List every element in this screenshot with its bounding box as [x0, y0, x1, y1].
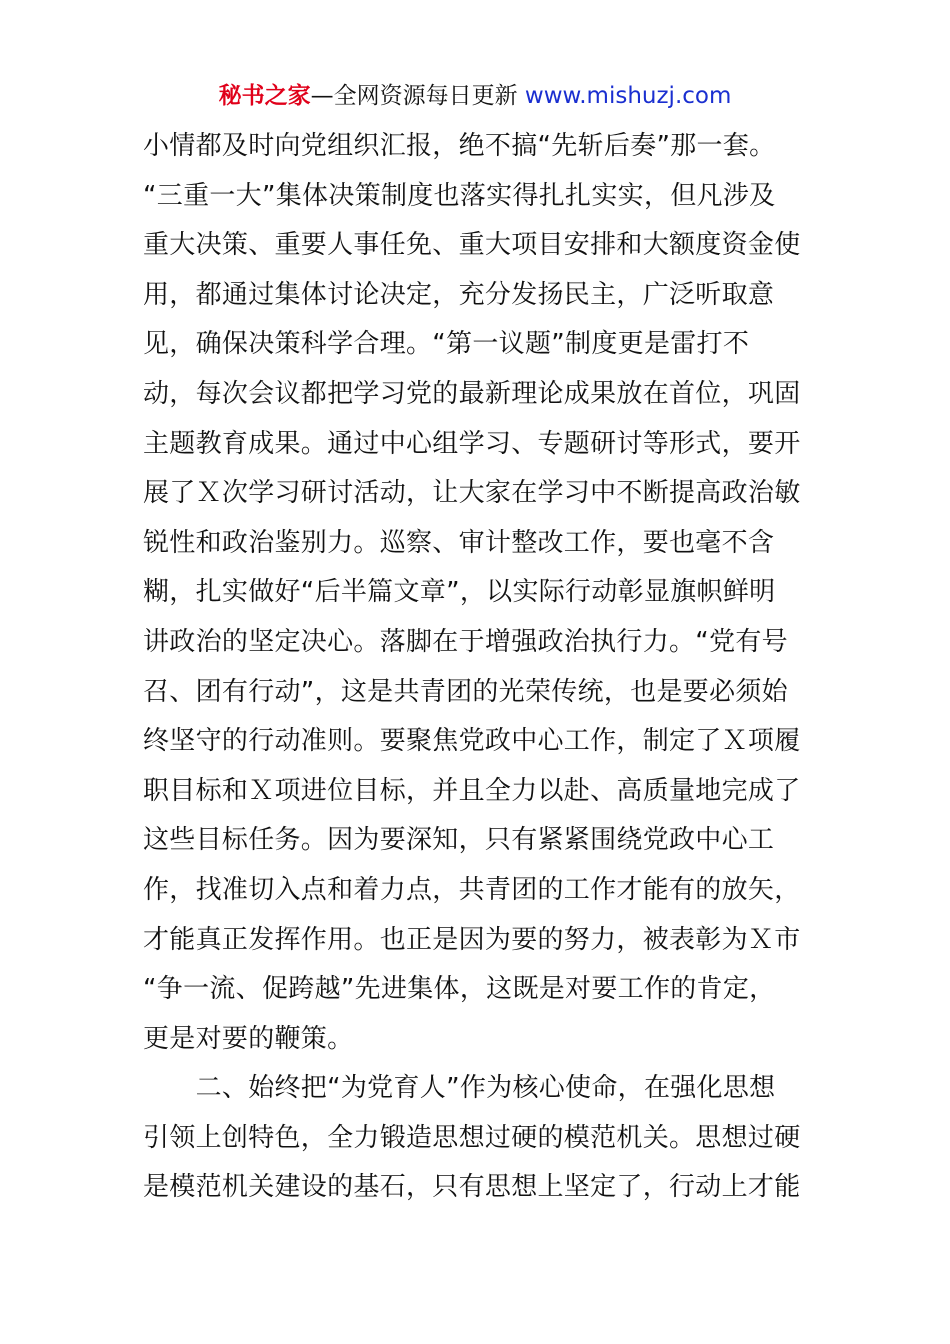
text-line: 用，都通过集体讨论决定，充分发扬民主，广泛听取意 — [143, 279, 775, 310]
section-heading-line: 二、始终把“为党育人”作为核心使命，在强化思想 — [143, 1073, 776, 1104]
text-line: “争一流、促跨越”先进集体，这既是对要工作的肯定， — [143, 974, 776, 1005]
text-line: 讲政治的坚定决心。落脚在于增强政治执行力。“党有号 — [143, 626, 788, 657]
header-tagline: —全网资源每日更新 — [310, 83, 525, 109]
text-line: 重大决策、重要人事任免、重大项目安排和大额度资金使 — [143, 230, 801, 261]
text-line: 见，确保决策科学合理。“第一议题”制度更是雷打不 — [143, 329, 750, 360]
text-line: 作，找准切入点和着力点，共青团的工作才能有的放矢， — [143, 874, 801, 905]
text-line: 小情都及时向党组织汇报，绝不搞“先斩后奏”那一套。 — [143, 131, 776, 161]
text-line: 动，每次会议都把学习党的最新理论成果放在首位，巩固 — [143, 378, 801, 409]
watermark-header — [0, 80, 950, 112]
brand-name: 秘书之家 — [218, 83, 311, 109]
site-url-link[interactable]: www.mishuzj.com — [524, 83, 732, 109]
text-line: 才能真正发挥作用。也正是因为要的努力，被表彰为Ｘ市 — [143, 924, 801, 955]
text-line: 更是对要的鞭策。 — [143, 1023, 354, 1054]
document-body — [143, 122, 823, 1213]
text-line: 这些目标任务。因为要深知，只有紧紧围绕党政中心工 — [143, 825, 775, 856]
text-line: 引领上创特色，全力锻造思想过硬的模范机关。思想过硬 — [143, 1122, 801, 1153]
text-line: 是模范机关建设的基石，只有思想上坚定了，行动上才能 — [143, 1172, 801, 1203]
text-line: 主题教育成果。通过中心组学习、专题研讨等形式，要开 — [143, 428, 801, 459]
text-line: 展了Ｘ次学习研讨活动，让大家在学习中不断提高政治敏 — [143, 478, 801, 509]
text-line: 职目标和Ｘ项进位目标，并且全力以赴、高质量地完成了 — [143, 775, 801, 806]
text-line: 召、团有行动”，这是共青团的光荣传统，也是要必须始 — [143, 676, 788, 707]
text-line: 糊，扎实做好“后半篇文章”，以实际行动彰显旗帜鲜明 — [143, 577, 776, 608]
text-line: “三重一大”集体决策制度也落实得扎扎实实，但凡涉及 — [143, 180, 776, 211]
text-line: 锐性和政治鉴别力。巡察、审计整改工作，要也毫不含 — [143, 527, 775, 558]
text-line: 终坚守的行动准则。要聚焦党政中心工作，制定了Ｘ项履 — [143, 726, 801, 757]
